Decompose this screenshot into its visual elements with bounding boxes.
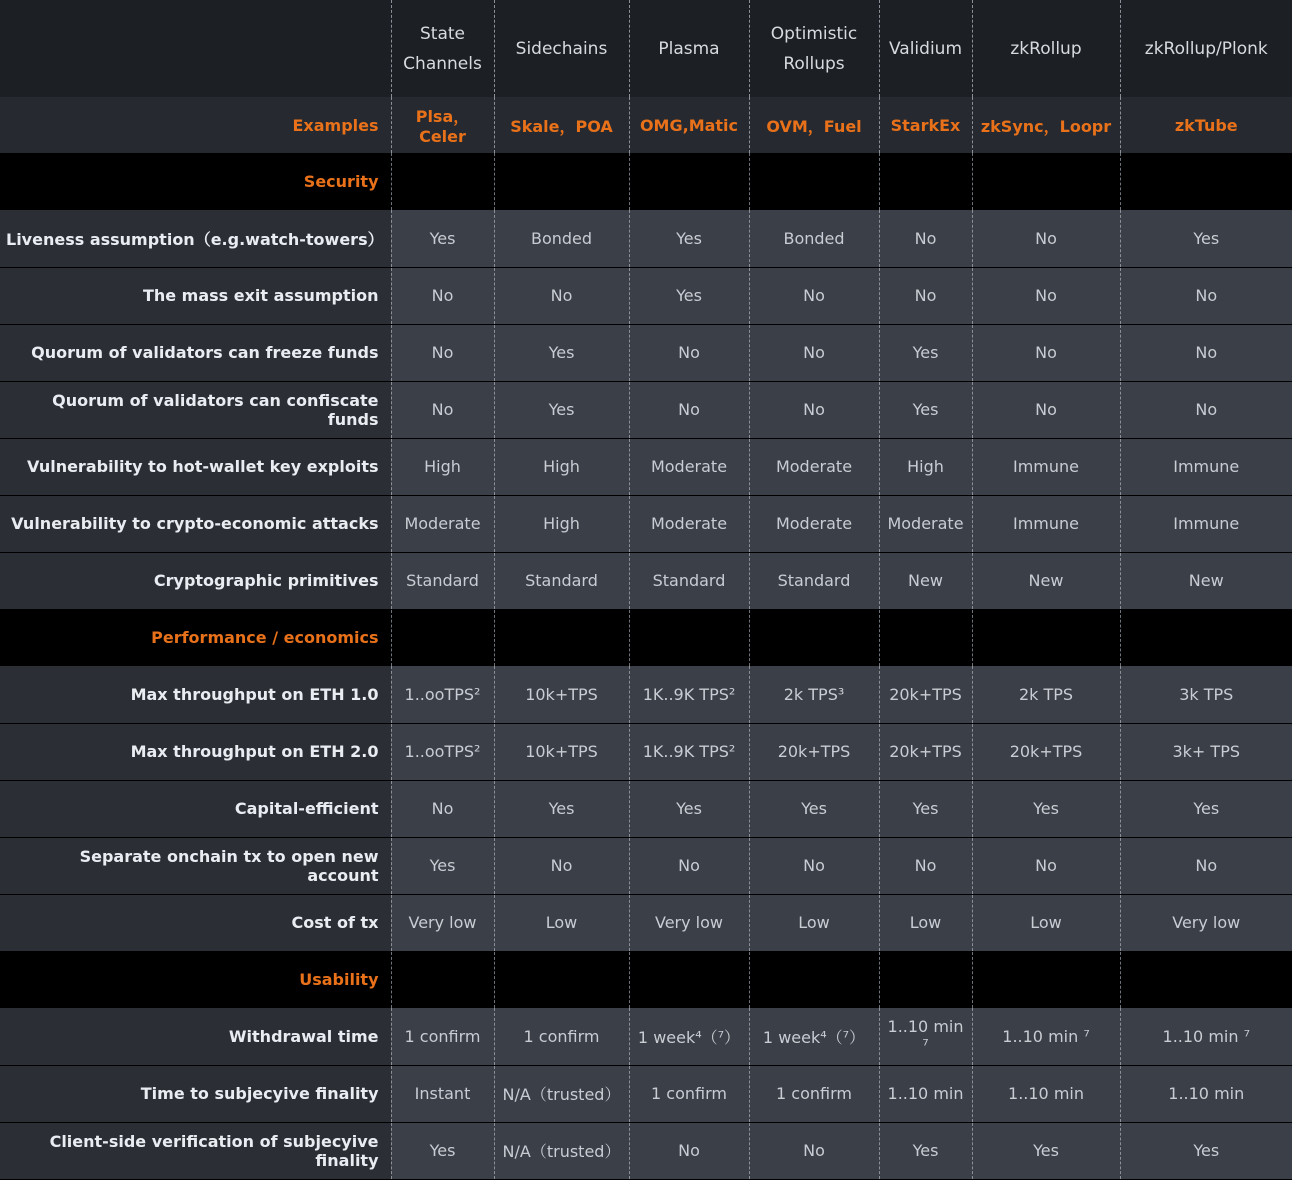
section-row-security [0, 153, 1292, 210]
table-row [0, 780, 1292, 837]
cell-value: High [391, 438, 494, 495]
cell-value: Moderate [879, 495, 972, 552]
cell-value: No [391, 381, 494, 438]
section-cell-0 [391, 609, 494, 666]
cell-value: 1..ooTPS² [391, 666, 494, 723]
section-cell-4 [879, 951, 972, 1008]
cell-value: 2k TPS [972, 666, 1120, 723]
cell-value: Bonded [494, 210, 629, 267]
table-row [0, 267, 1292, 324]
cell-examples-2: OMG,Matic [629, 97, 749, 153]
cell-value: No [749, 1122, 879, 1179]
cell-value: 1..10 min ⁷ [879, 1008, 972, 1065]
cell-examples-6: zkTube [1120, 97, 1292, 153]
cell-value: 2k TPS³ [749, 666, 879, 723]
table-row [0, 324, 1292, 381]
table-row [0, 723, 1292, 780]
section-cell-6 [1120, 609, 1292, 666]
cell-value: Moderate [629, 495, 749, 552]
column-header-0 [0, 0, 391, 97]
cell-value: Yes [972, 780, 1120, 837]
section-cell-0 [391, 951, 494, 1008]
cell-value: Yes [1120, 780, 1292, 837]
cell-value: 1 confirm [629, 1065, 749, 1122]
cell-value: New [879, 552, 972, 609]
table-row-examples [0, 97, 1292, 153]
cell-value: 1..10 min [1120, 1065, 1292, 1122]
cell-value: 1 week⁴（⁷） [749, 1008, 879, 1065]
cell-value: No [972, 837, 1120, 894]
cell-value: Yes [391, 1122, 494, 1179]
table-header-row [0, 0, 1292, 97]
cell-value: No [391, 324, 494, 381]
cell-value: Immune [1120, 495, 1292, 552]
section-cell-6 [1120, 951, 1292, 1008]
row-label-cryptographic-primitives: Cryptographic primitives [0, 552, 391, 609]
cell-value: N/A（trusted） [494, 1065, 629, 1122]
row-label-cost-of-tx: Cost of tx [0, 894, 391, 951]
cell-value: Moderate [629, 438, 749, 495]
cell-value: No [1120, 837, 1292, 894]
cell-value: No [749, 381, 879, 438]
cell-value: No [879, 837, 972, 894]
row-label-capital-efficient: Capital-efficient [0, 780, 391, 837]
table-row [0, 1008, 1292, 1065]
row-label-withdrawal-time: Withdrawal time [0, 1008, 391, 1065]
cell-examples-1: Skale，POA [494, 97, 629, 153]
cell-value: 1 confirm [749, 1065, 879, 1122]
cell-value: No [972, 267, 1120, 324]
section-cell-1 [494, 153, 629, 210]
cell-value: No [879, 210, 972, 267]
cell-value: Yes [629, 267, 749, 324]
row-label-quorum-freeze-funds: Quorum of validators can freeze funds [0, 324, 391, 381]
table-row [0, 1122, 1292, 1179]
section-cell-5 [972, 153, 1120, 210]
table-row [0, 894, 1292, 951]
section-row-performance-economics [0, 609, 1292, 666]
cell-value: Yes [391, 837, 494, 894]
cell-value: Yes [494, 381, 629, 438]
cell-value: 1..ooTPS² [391, 723, 494, 780]
row-label-liveness-assumption: Liveness assumption（e.g.watch-towers） [0, 210, 391, 267]
cell-value: No [629, 324, 749, 381]
row-label-max-throughput-eth-1: Max throughput on ETH 1.0 [0, 666, 391, 723]
cell-value: New [972, 552, 1120, 609]
section-cell-3 [749, 951, 879, 1008]
cell-value: No [629, 1122, 749, 1179]
cell-value: Standard [391, 552, 494, 609]
row-label-separate-onchain-tx: Separate onchain tx to open new account [0, 837, 391, 894]
cell-value: 1K..9K TPS² [629, 666, 749, 723]
cell-value: No [972, 324, 1120, 381]
row-label-time-to-subjective-finality: Time to subjecyive finality [0, 1065, 391, 1122]
cell-value: 10k+TPS [494, 666, 629, 723]
column-header-validium: Validium [879, 0, 972, 97]
cell-value: Yes [972, 1122, 1120, 1179]
cell-value: Yes [879, 381, 972, 438]
cell-value: 1..10 min ⁷ [972, 1008, 1120, 1065]
cell-value: 3k TPS [1120, 666, 1292, 723]
cell-value: Standard [629, 552, 749, 609]
cell-value: Moderate [749, 438, 879, 495]
table-row [0, 438, 1292, 495]
cell-value: Low [879, 894, 972, 951]
section-label-security: Security [0, 153, 391, 210]
table-row [0, 837, 1292, 894]
section-cell-6 [1120, 153, 1292, 210]
table-row [0, 666, 1292, 723]
row-label-max-throughput-eth-2: Max throughput on ETH 2.0 [0, 723, 391, 780]
section-cell-2 [629, 951, 749, 1008]
cell-examples-0: Plsa，Celer [391, 97, 494, 153]
cell-value: Moderate [391, 495, 494, 552]
cell-value: 20k+TPS [749, 723, 879, 780]
cell-value: 3k+ TPS [1120, 723, 1292, 780]
cell-value: Very low [391, 894, 494, 951]
cell-value: New [1120, 552, 1292, 609]
table-row [0, 1065, 1292, 1122]
cell-value: 20k+TPS [879, 666, 972, 723]
section-label-performance-economics: Performance / economics [0, 609, 391, 666]
cell-value: No [1120, 324, 1292, 381]
cell-value: No [494, 267, 629, 324]
row-label-hot-wallet-key-exploits: Vulnerability to hot-wallet key exploits [0, 438, 391, 495]
cell-value: No [629, 381, 749, 438]
cell-value: Very low [629, 894, 749, 951]
section-cell-5 [972, 951, 1120, 1008]
cell-examples-3: OVM，Fuel [749, 97, 879, 153]
cell-value: 1..10 min [879, 1065, 972, 1122]
column-header-state-channels: State Channels [391, 0, 494, 97]
cell-value: 1K..9K TPS² [629, 723, 749, 780]
cell-value: No [972, 381, 1120, 438]
cell-value: No [749, 324, 879, 381]
cell-value: Yes [879, 324, 972, 381]
column-header-zkrollup: zkRollup [972, 0, 1120, 97]
cell-value: No [972, 210, 1120, 267]
cell-value: Yes [1120, 1122, 1292, 1179]
cell-value: No [391, 780, 494, 837]
section-cell-4 [879, 609, 972, 666]
cell-value: Immune [972, 495, 1120, 552]
section-row-usability [0, 951, 1292, 1008]
table-body [0, 97, 1292, 1179]
cell-value: 1 confirm [494, 1008, 629, 1065]
row-label-mass-exit-assumption: The mass exit assumption [0, 267, 391, 324]
cell-value: Yes [629, 210, 749, 267]
cell-value: 1..10 min ⁷ [1120, 1008, 1292, 1065]
section-cell-1 [494, 609, 629, 666]
cell-value: No [629, 837, 749, 894]
cell-value: Standard [494, 552, 629, 609]
section-cell-3 [749, 153, 879, 210]
cell-value: 1..10 min [972, 1065, 1120, 1122]
cell-value: Low [494, 894, 629, 951]
cell-value: No [494, 837, 629, 894]
cell-value: Yes [1120, 210, 1292, 267]
cell-value: Immune [972, 438, 1120, 495]
column-header-optimistic-rollups: Optimistic Rollups [749, 0, 879, 97]
cell-value: Bonded [749, 210, 879, 267]
cell-value: Yes [391, 210, 494, 267]
cell-value: Yes [494, 780, 629, 837]
cell-value: Immune [1120, 438, 1292, 495]
table-row [0, 210, 1292, 267]
cell-value: No [1120, 267, 1292, 324]
row-label-crypto-economic-attacks: Vulnerability to crypto-economic attacks [0, 495, 391, 552]
section-cell-1 [494, 951, 629, 1008]
section-cell-2 [629, 153, 749, 210]
cell-value: Moderate [749, 495, 879, 552]
table-row [0, 495, 1292, 552]
cell-value: No [1120, 381, 1292, 438]
column-header-zkrollup-plonk: zkRollup/Plonk [1120, 0, 1292, 97]
cell-value: Low [972, 894, 1120, 951]
cell-value: Yes [879, 1122, 972, 1179]
cell-value: No [391, 267, 494, 324]
column-header-plasma: Plasma [629, 0, 749, 97]
cell-value: No [879, 267, 972, 324]
cell-value: 20k+TPS [972, 723, 1120, 780]
row-label-quorum-confiscate-funds: Quorum of validators can confiscate funds [0, 381, 391, 438]
cell-value: High [494, 438, 629, 495]
column-header-sidechains: Sidechains [494, 0, 629, 97]
cell-value: Yes [879, 780, 972, 837]
table-row [0, 552, 1292, 609]
cell-value: No [749, 267, 879, 324]
cell-value: High [879, 438, 972, 495]
section-label-usability: Usability [0, 951, 391, 1008]
cell-value: 20k+TPS [879, 723, 972, 780]
cell-value: Yes [629, 780, 749, 837]
cell-value: Low [749, 894, 879, 951]
cell-value: Yes [494, 324, 629, 381]
cell-value: 1 week⁴（⁷） [629, 1008, 749, 1065]
cell-value: N/A（trusted） [494, 1122, 629, 1179]
section-cell-0 [391, 153, 494, 210]
cell-value: Yes [749, 780, 879, 837]
cell-value: 1 confirm [391, 1008, 494, 1065]
cell-value: 10k+TPS [494, 723, 629, 780]
cell-examples-5: zkSync，Loopr [972, 97, 1120, 153]
cell-value: Very low [1120, 894, 1292, 951]
section-cell-3 [749, 609, 879, 666]
cell-examples-4: StarkEx [879, 97, 972, 153]
section-cell-4 [879, 153, 972, 210]
cell-value: High [494, 495, 629, 552]
row-label-client-side-verification: Client-side verification of subjecyive finality [0, 1122, 391, 1179]
row-label-examples: Examples [0, 97, 391, 153]
cell-value: No [749, 837, 879, 894]
section-cell-2 [629, 609, 749, 666]
cell-value: Standard [749, 552, 879, 609]
cell-value: Instant [391, 1065, 494, 1122]
table-row [0, 381, 1292, 438]
section-cell-5 [972, 609, 1120, 666]
